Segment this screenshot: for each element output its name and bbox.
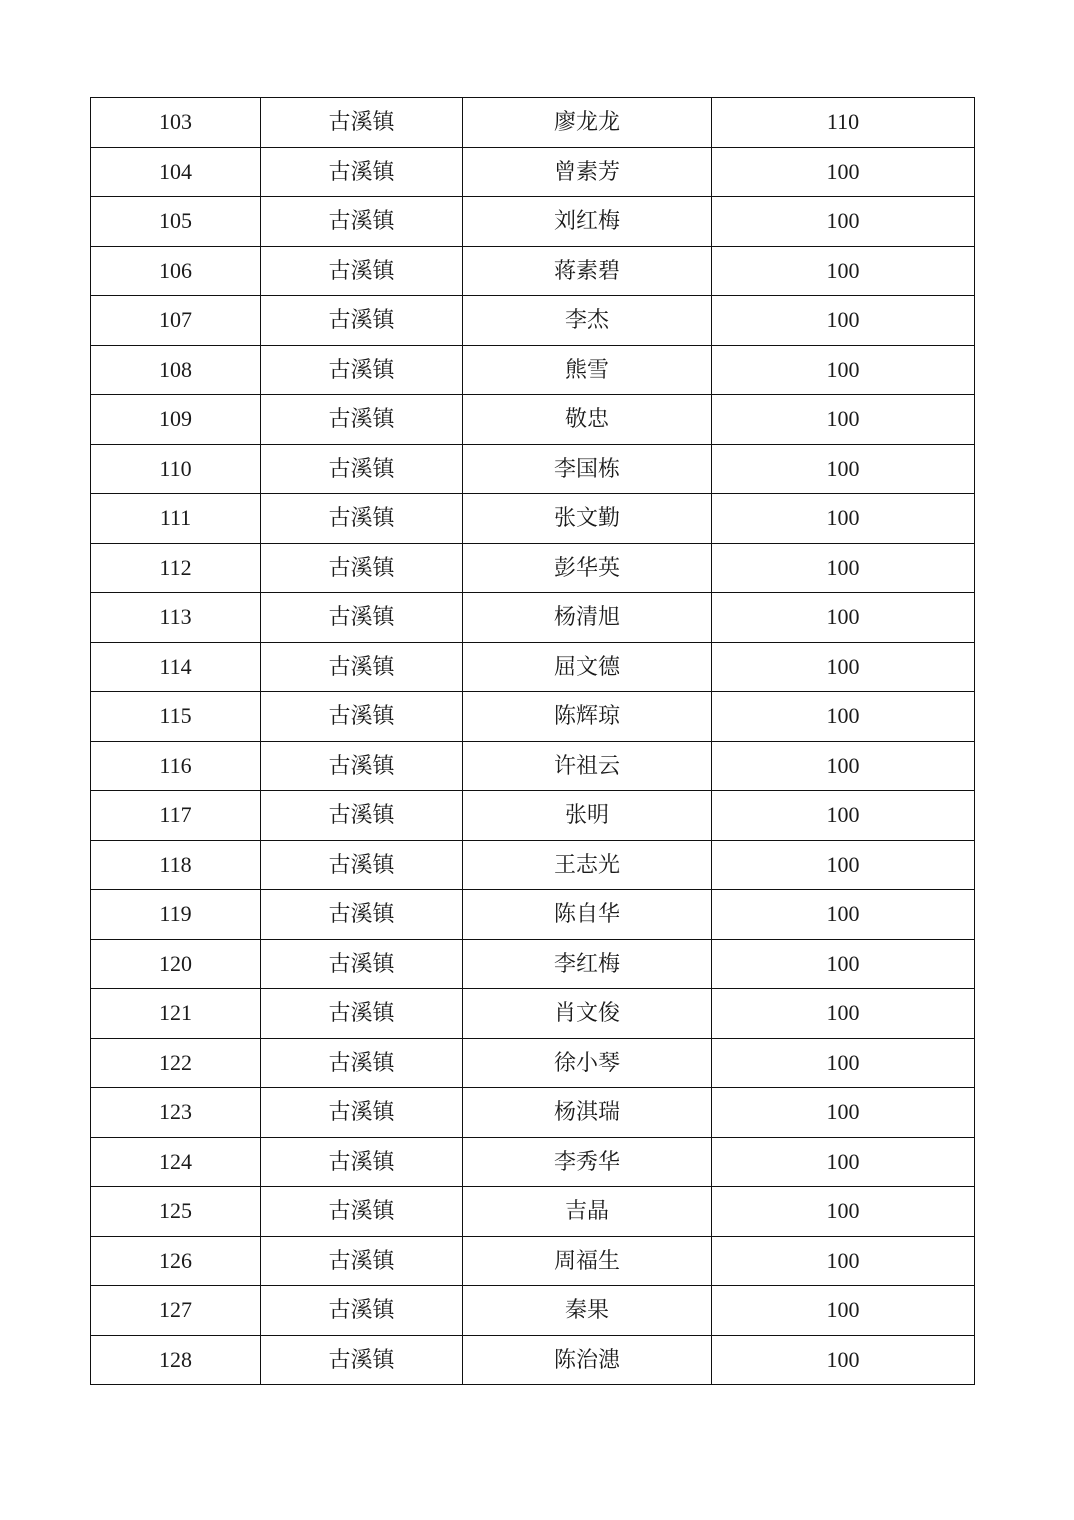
row-number-cell: 118 <box>91 840 261 890</box>
name-cell: 李杰 <box>463 296 712 346</box>
row-number-cell: 103 <box>91 98 261 148</box>
amount-cell: 100 <box>712 345 975 395</box>
table-row <box>91 296 975 346</box>
row-number-cell: 123 <box>91 1088 261 1138</box>
amount-cell: 100 <box>712 989 975 1039</box>
township-cell: 古溪镇 <box>261 890 463 940</box>
row-number-cell: 111 <box>91 494 261 544</box>
table-row <box>91 791 975 841</box>
row-number-cell: 127 <box>91 1286 261 1336</box>
township-cell: 古溪镇 <box>261 1187 463 1237</box>
row-number-cell: 109 <box>91 395 261 445</box>
table-row <box>91 147 975 197</box>
row-number-cell: 106 <box>91 246 261 296</box>
amount-cell: 100 <box>712 890 975 940</box>
name-cell: 李红梅 <box>463 939 712 989</box>
amount-cell: 100 <box>712 395 975 445</box>
table-row <box>91 494 975 544</box>
table-row <box>91 444 975 494</box>
table-row <box>91 1038 975 1088</box>
table-row <box>91 1236 975 1286</box>
name-cell: 李秀华 <box>463 1137 712 1187</box>
amount-cell: 100 <box>712 642 975 692</box>
township-cell: 古溪镇 <box>261 989 463 1039</box>
township-cell: 古溪镇 <box>261 197 463 247</box>
township-cell: 古溪镇 <box>261 1088 463 1138</box>
table-row <box>91 989 975 1039</box>
township-cell: 古溪镇 <box>261 791 463 841</box>
amount-cell: 100 <box>712 494 975 544</box>
table-row <box>91 692 975 742</box>
name-cell: 陈治漶 <box>463 1335 712 1385</box>
township-cell: 古溪镇 <box>261 444 463 494</box>
township-cell: 古溪镇 <box>261 296 463 346</box>
name-cell: 屈文德 <box>463 642 712 692</box>
amount-cell: 100 <box>712 791 975 841</box>
table-row <box>91 1286 975 1336</box>
township-cell: 古溪镇 <box>261 840 463 890</box>
name-cell: 廖龙龙 <box>463 98 712 148</box>
table-row <box>91 98 975 148</box>
township-cell: 古溪镇 <box>261 593 463 643</box>
table-row <box>91 1187 975 1237</box>
row-number-cell: 128 <box>91 1335 261 1385</box>
amount-cell: 100 <box>712 147 975 197</box>
amount-cell: 110 <box>712 98 975 148</box>
row-number-cell: 124 <box>91 1137 261 1187</box>
table-row <box>91 840 975 890</box>
row-number-cell: 107 <box>91 296 261 346</box>
amount-cell: 100 <box>712 692 975 742</box>
table-row <box>91 197 975 247</box>
row-number-cell: 117 <box>91 791 261 841</box>
table-row <box>91 1335 975 1385</box>
row-number-cell: 116 <box>91 741 261 791</box>
row-number-cell: 108 <box>91 345 261 395</box>
amount-cell: 100 <box>712 444 975 494</box>
township-cell: 古溪镇 <box>261 494 463 544</box>
township-cell: 古溪镇 <box>261 939 463 989</box>
township-cell: 古溪镇 <box>261 1038 463 1088</box>
table-body <box>91 98 975 1385</box>
table-row <box>91 345 975 395</box>
table-row <box>91 1088 975 1138</box>
amount-cell: 100 <box>712 1088 975 1138</box>
township-cell: 古溪镇 <box>261 642 463 692</box>
amount-cell: 100 <box>712 840 975 890</box>
township-cell: 古溪镇 <box>261 147 463 197</box>
table-row <box>91 1137 975 1187</box>
township-cell: 古溪镇 <box>261 741 463 791</box>
name-cell: 周福生 <box>463 1236 712 1286</box>
name-cell: 王志光 <box>463 840 712 890</box>
amount-cell: 100 <box>712 939 975 989</box>
amount-cell: 100 <box>712 1286 975 1336</box>
amount-cell: 100 <box>712 741 975 791</box>
amount-cell: 100 <box>712 296 975 346</box>
amount-cell: 100 <box>712 1038 975 1088</box>
table-row <box>91 593 975 643</box>
name-cell: 徐小琴 <box>463 1038 712 1088</box>
name-cell: 敬忠 <box>463 395 712 445</box>
township-cell: 古溪镇 <box>261 1286 463 1336</box>
table-row <box>91 246 975 296</box>
amount-cell: 100 <box>712 543 975 593</box>
table-row <box>91 939 975 989</box>
data-table <box>90 97 975 1385</box>
township-cell: 古溪镇 <box>261 1137 463 1187</box>
table-row <box>91 642 975 692</box>
table-row <box>91 890 975 940</box>
amount-cell: 100 <box>712 1137 975 1187</box>
township-cell: 古溪镇 <box>261 692 463 742</box>
name-cell: 李国栋 <box>463 444 712 494</box>
township-cell: 古溪镇 <box>261 543 463 593</box>
name-cell: 吉晶 <box>463 1187 712 1237</box>
table-row <box>91 741 975 791</box>
row-number-cell: 119 <box>91 890 261 940</box>
row-number-cell: 112 <box>91 543 261 593</box>
name-cell: 彭华英 <box>463 543 712 593</box>
name-cell: 曾素芳 <box>463 147 712 197</box>
amount-cell: 100 <box>712 1187 975 1237</box>
table-row <box>91 543 975 593</box>
name-cell: 刘红梅 <box>463 197 712 247</box>
row-number-cell: 121 <box>91 989 261 1039</box>
name-cell: 张文勤 <box>463 494 712 544</box>
township-cell: 古溪镇 <box>261 246 463 296</box>
row-number-cell: 105 <box>91 197 261 247</box>
name-cell: 陈辉琼 <box>463 692 712 742</box>
row-number-cell: 120 <box>91 939 261 989</box>
name-cell: 许祖云 <box>463 741 712 791</box>
amount-cell: 100 <box>712 197 975 247</box>
amount-cell: 100 <box>712 593 975 643</box>
amount-cell: 100 <box>712 246 975 296</box>
township-cell: 古溪镇 <box>261 98 463 148</box>
row-number-cell: 115 <box>91 692 261 742</box>
township-cell: 古溪镇 <box>261 345 463 395</box>
name-cell: 肖文俊 <box>463 989 712 1039</box>
name-cell: 杨清旭 <box>463 593 712 643</box>
name-cell: 陈自华 <box>463 890 712 940</box>
name-cell: 蒋素碧 <box>463 246 712 296</box>
row-number-cell: 114 <box>91 642 261 692</box>
row-number-cell: 113 <box>91 593 261 643</box>
amount-cell: 100 <box>712 1236 975 1286</box>
township-cell: 古溪镇 <box>261 395 463 445</box>
name-cell: 熊雪 <box>463 345 712 395</box>
row-number-cell: 104 <box>91 147 261 197</box>
row-number-cell: 122 <box>91 1038 261 1088</box>
row-number-cell: 125 <box>91 1187 261 1237</box>
name-cell: 张明 <box>463 791 712 841</box>
name-cell: 秦果 <box>463 1286 712 1336</box>
township-cell: 古溪镇 <box>261 1335 463 1385</box>
amount-cell: 100 <box>712 1335 975 1385</box>
name-cell: 杨淇瑞 <box>463 1088 712 1138</box>
row-number-cell: 126 <box>91 1236 261 1286</box>
table-row <box>91 395 975 445</box>
township-cell: 古溪镇 <box>261 1236 463 1286</box>
row-number-cell: 110 <box>91 444 261 494</box>
